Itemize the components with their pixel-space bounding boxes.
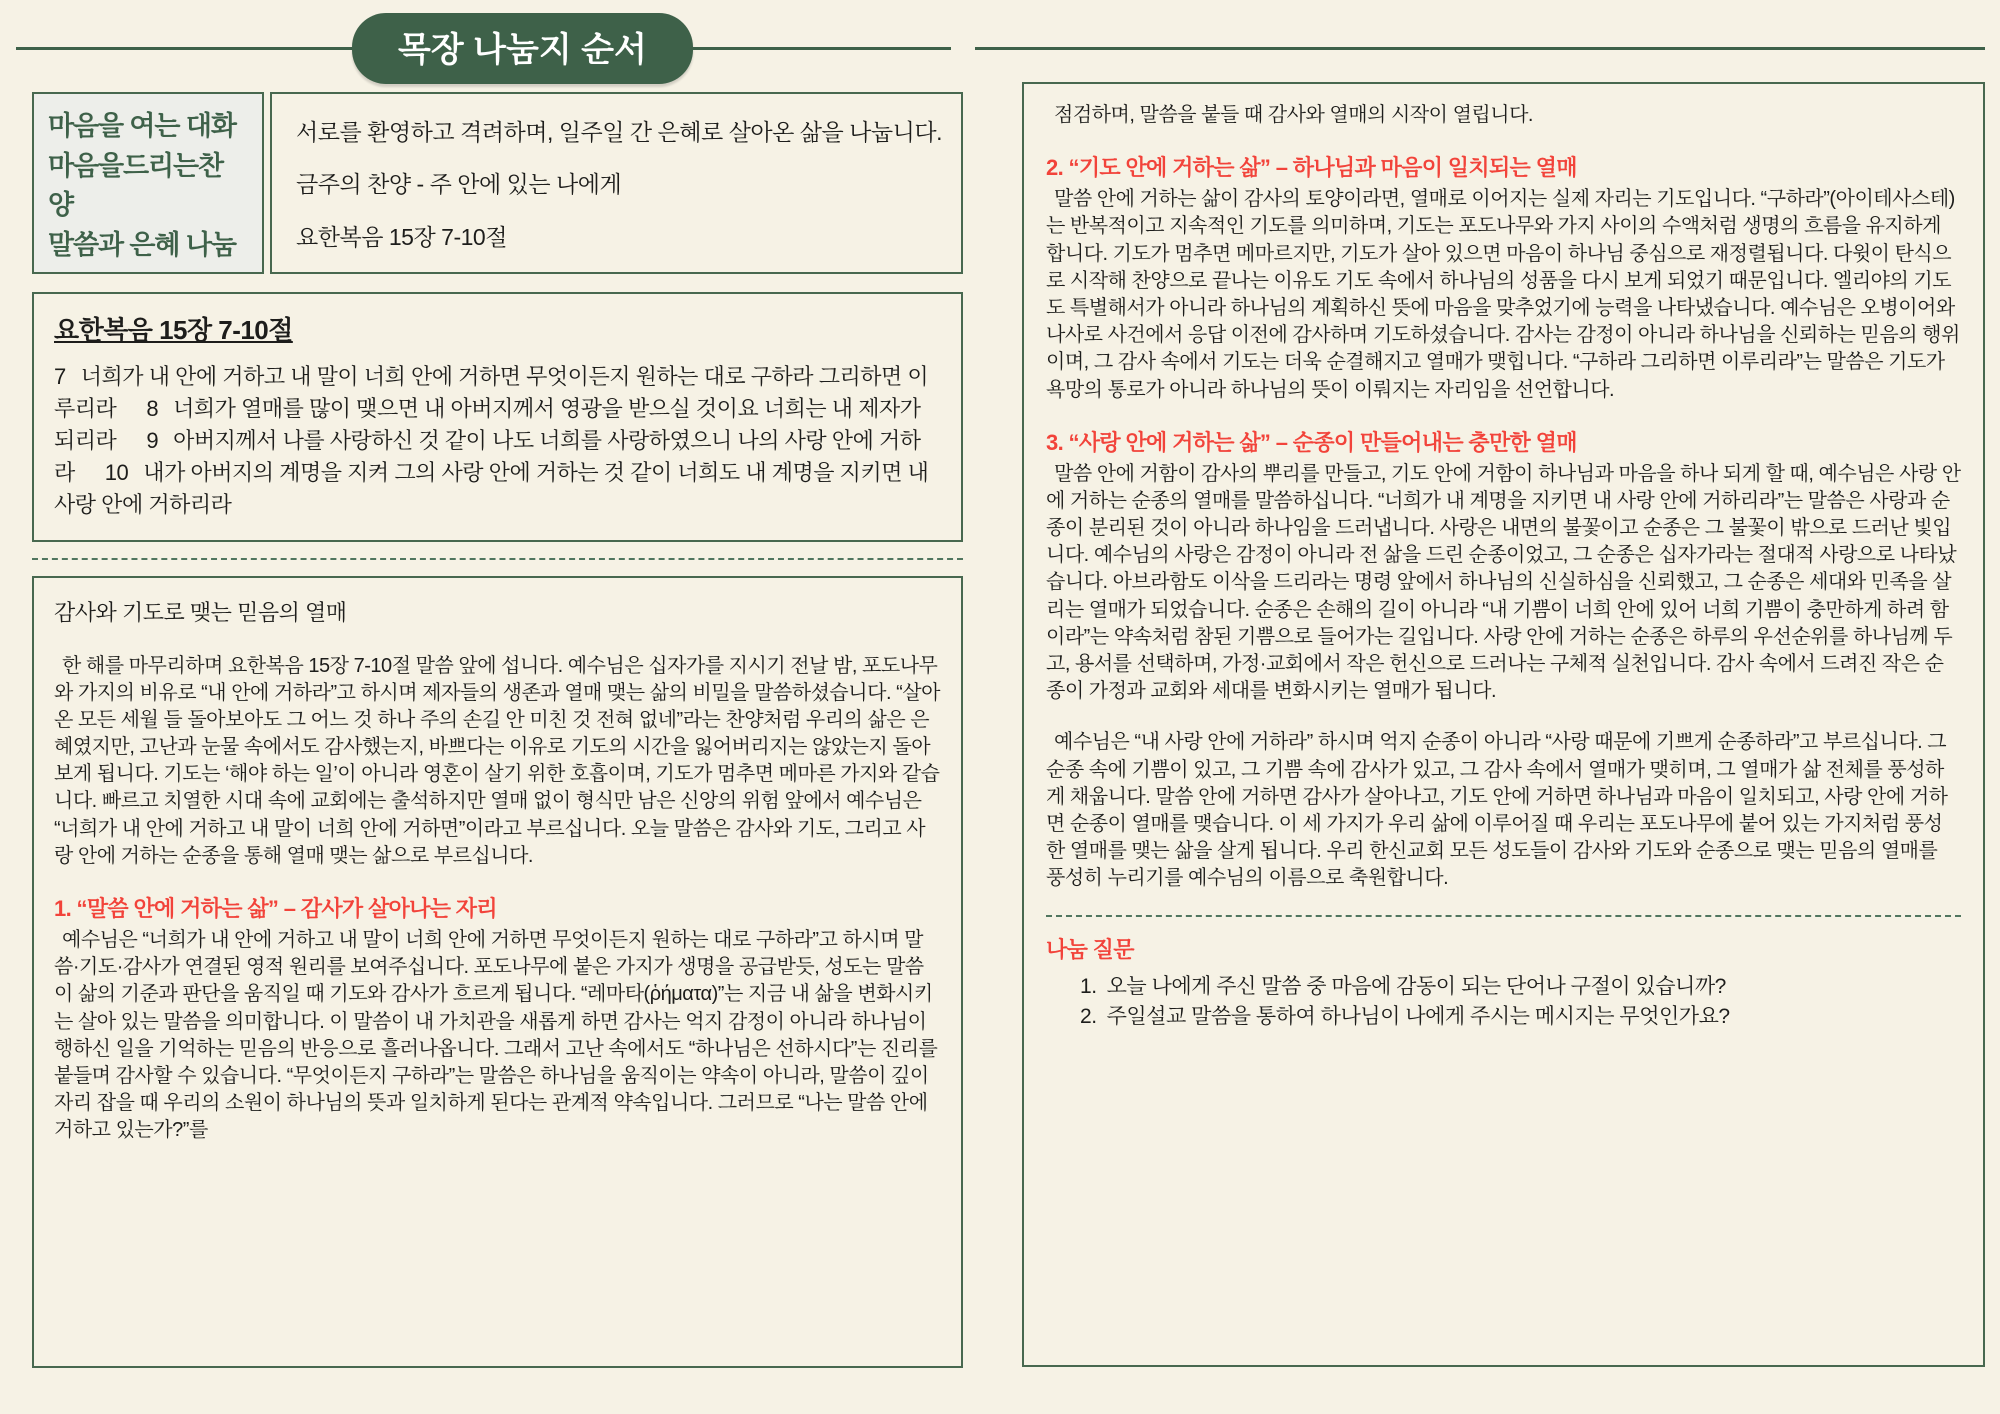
order-label-word-sharing: 말씀과 은혜 나눔 [48, 229, 236, 260]
order-label-praise: 마음을드리는찬양 [48, 150, 224, 220]
sharing-question-1 [1046, 972, 1961, 1002]
sharing-question-2 [1046, 1002, 1961, 1032]
question-text: 주일설교 말씀을 통하여 하나님이 나에게 주시는 메시지는 무엇인가요? [1106, 1004, 1730, 1028]
sermon-continuation: 점검하며, 말씀을 붙들 때 감사와 열매의 시작이 열립니다. [1054, 104, 1534, 126]
order-content-praise: 금주의 찬양 - 주 안에 있는 나에게 [296, 171, 622, 198]
sermon-section2-heading: 2. “기도 안에 거하는 삶” – 하나님과 마음이 일치되는 열매 [1046, 155, 1577, 181]
verse-text: 내가 아버지의 계명을 지켜 그의 사랑 안에 거하는 것 같이 너희도 내 계명을 지키면 내 사랑 안에 거하리라 [54, 460, 929, 518]
sermon-section1-body: 예수님은 “너희가 내 안에 거하고 내 말이 너희 안에 거하면 무엇이든지 원하는 대로 구하라”고 하시며 말씀·기도·감사가 연결된 영적 원리를 보여주십니다. 포도나무에 붙은 가지가 생명을 공급받듯, 성도는 말씀이 삶의 기준과 판단을 움직일 때 기도와 감사가 흐르게 됩니다. “레마타(ῥήματα)”는 지금 내 삶을 변화시키는 살아 있는 말씀을 의미합니다. 이 말씀이 내 가치관을 새롭게 하면 감사는 억지 감정이 아니라 하나님이 행하신 일을 기억하는 믿음의 반응으로 흘러나옵니다. 그래서 고난 속에서도 “하나님은 선하시다”는 진리를 붙들며 감사할 수 있습니다. “무엇이든지 구하라”는 말씀은 하나님을 움직이는 약속이 아니라, 말씀이 깊이 자리 잡을 때 우리의 소원이 하나님의 뜻과 일치하게 된다는 관계적 약속입니다. 그러므로 “나는 말씀 안에 거하고 있는가?”를 [54, 929, 938, 1142]
header-rule-right [975, 47, 1985, 50]
order-content-opening-talk: 서로를 환영하고 격려하며, 일주일 간 은혜로 살아온 삶을 나눕니다. [296, 118, 943, 145]
order-labels-cell [32, 92, 264, 274]
order-contents-cell [270, 92, 963, 274]
sermon-title: 감사와 기도로 맺는 믿음의 열매 [54, 599, 347, 625]
sharing-questions-heading: 나눔 질문 [1046, 936, 1134, 962]
order-label-opening-talk: 마음을 여는 대화 [48, 111, 236, 142]
verse-text: 너희가 내 안에 거하고 내 말이 너희 안에 거하면 무엇이든지 원하는 대로 구하라 그리하면 이루리라 [54, 364, 929, 422]
right-column-box [1022, 82, 1985, 1367]
sermon-summary-box [32, 576, 963, 1368]
verse-number: 10 [104, 460, 129, 486]
header-rule-middle [693, 47, 951, 50]
question-number: 1. [1080, 974, 1097, 998]
sermon-section2-body: 말씀 안에 거하는 삶이 감사의 토양이라면, 열매로 이어지는 실제 자리는 기도입니다. “구하라”(아이테사스테)는 반복적이고 지속적인 기도를 의미하며, 기도는 포도나무와 가지 사이의 수액처럼 생명의 흐름을 유지하게 합니다. 기도가 멈추면 메마르지만, 기도가 살아 있으면 마음이 하나님 중심으로 재정렬됩니다. 다윗이 탄식으로 시작해 찬양으로 끝나는 이유도 기도 속에서 하나님의 성품을 다시 보게 되었기 때문입니다. 엘리야의 기도도 특별해서가 아니라 하나님의 계획하신 뜻에 마음을 맞추었기에 능력을 나타냈습니다. 예수님은 오병이어와 나사로 사건에서 응답 이전에 감사하며 기도하셨습니다. 감사는 감정이 아니라 하나님을 신뢰하는 믿음의 행위이며, 그 감사 속에서 기도는 더욱 순결해지고 열매가 맺힙니다. “구하라 그리하면 이루리라”는 말씀은 기도가 욕망의 통로가 아니라 하나님의 뜻이 이뤄지는 자리임을 선언합니다. [1046, 188, 1960, 401]
dashed-divider-right [1046, 915, 1961, 917]
sermon-section3-heading: 3. “사랑 안에 거하는 삶” – 순종이 만들어내는 충만한 열매 [1046, 429, 1577, 455]
verse-number: 9 [146, 428, 159, 454]
order-of-service-table [32, 92, 963, 274]
scripture-title: 요한복음 15장 7-10절 [54, 315, 293, 345]
verse-text: 아버지께서 나를 사랑하신 것 같이 나도 너희를 사랑하였으니 나의 사랑 안에 거하라 [54, 428, 921, 486]
sermon-closing-paragraph: 예수님은 “내 사랑 안에 거하라” 하시며 억지 순종이 아니라 “사랑 때문에 기쁘게 순종하라”고 부르십니다. 그 순종 속에 기쁨이 있고, 그 기쁨 속에 감사가 있고, 그 감사 속에서 열매가 맺히며, 그 열매가 삶 전체를 풍성하게 채웁니다. 말씀 안에 거하면 감사가 살아나고, 기도 안에 거하면 하나님과 마음이 일치되고, 사랑 안에 거하면 순종이 열매를 맺습니다. 이 세 가지가 우리 삶에 이루어질 때 우리는 포도나무에 붙어 있는 가지처럼 풍성한 열매를 맺는 삶을 살게 됩니다. 우리 한신교회 모든 성도들이 감사와 기도와 순종으로 맺는 믿음의 열매를 풍성히 누리기를 예수님의 이름으로 축원합니다. [1046, 731, 1948, 890]
sermon-section1-heading: 1. “말씀 안에 거하는 삶” – 감사가 살아나는 자리 [54, 896, 497, 922]
verse-number: 7 [54, 364, 66, 389]
question-number: 2. [1080, 1004, 1097, 1028]
order-content-word-sharing: 요한복음 15장 7-10절 [296, 224, 507, 251]
page-title: 목장 나눔지 순서 [352, 13, 693, 84]
verse-10 [54, 460, 928, 517]
verse-number: 8 [146, 396, 159, 422]
scripture-box [32, 292, 963, 542]
left-column [32, 92, 963, 1368]
question-text: 오늘 나에게 주신 말씀 중 마음에 감동이 되는 단어나 구절이 있습니까? [1106, 974, 1726, 998]
sermon-section3-body: 말씀 안에 거함이 감사의 뿌리를 만들고, 기도 안에 거함이 하나님과 마음을 하나 되게 할 때, 예수님은 사랑 안에 거하는 순종의 열매를 말씀하십니다. “너희가 내 계명을 지키면 내 사랑 안에 거하리라”는 말씀은 사랑과 순종이 분리된 것이 아니라 하나임을 드러냅니다. 사랑은 내면의 불꽃이고 순종은 그 불꽃이 밖으로 드러난 빛입니다. 예수님의 사랑은 감정이 아니라 전 삶을 드린 순종이었고, 그 순종은 십자가라는 절대적 사랑으로 나타났습니다. 아브라함도 이삭을 드리라는 명령 앞에서 하나님의 신실하심을 신뢰했고, 그 순종은 세대와 민족을 살리는 열매가 되었습니다. 순종은 손해의 길이 아니라 “내 기쁨이 너희 안에 있어 너희 기쁨이 충만하게 하려 함이라”는 약속처럼 참된 기쁨으로 들어가는 길입니다. 사랑 안에 거하는 순종은 하루의 우선순위를 하나님께 두고, 용서를 선택하며, 가정·교회에서 작은 헌신으로 드러나는 구체적 실천입니다. 감사 속에서 드려진 작은 순종이 가정과 교회와 세대를 변화시키는 열매가 됩니다. [1046, 462, 1961, 703]
verse-text: 너희가 열매를 많이 맺으면 내 아버지께서 영광을 받으실 것이요 너희는 내 제자가 되리라 [54, 396, 921, 454]
header-rule-left [16, 47, 352, 50]
dashed-divider-left [32, 558, 963, 560]
scripture-verses [54, 361, 941, 522]
sermon-intro-paragraph: 한 해를 마무리하며 요한복음 15장 7-10절 말씀 앞에 섭니다. 예수님은 십자가를 지시기 전날 밤, 포도나무와 가지의 비유로 “내 안에 거하라”고 하시며 제자들의 생존과 열매 맺는 삶의 비밀을 말씀하셨습니다. “살아온 모든 세월 들 돌아보아도 그 어느 것 하나 주의 손길 안 미친 것 전혀 없네”라는 찬양처럼 우리의 삶은 은혜였지만, 고난과 눈물 속에서도 감사했는지, 바쁘다는 이유로 기도의 시간을 잃어버리지는 않았는지 돌아보게 됩니다. 기도는 ‘해야 하는 일’이 아니라 영혼이 살기 위한 호흡이며, 기도가 멈추면 메마른 가지와 같습니다. 빠르고 치열한 시대 속에 교회에는 출석하지만 열매 없이 형식만 남은 신앙의 위험 앞에서 예수님은 “너희가 내 안에 거하고 내 말이 너희 안에 거하면”이라고 부르십니다. 오늘 말씀은 감사와 기도, 그리고 사랑 안에 거하는 순종을 통해 열매 맺는 삶으로 부르십니다. [54, 654, 940, 867]
header [16, 18, 1985, 78]
